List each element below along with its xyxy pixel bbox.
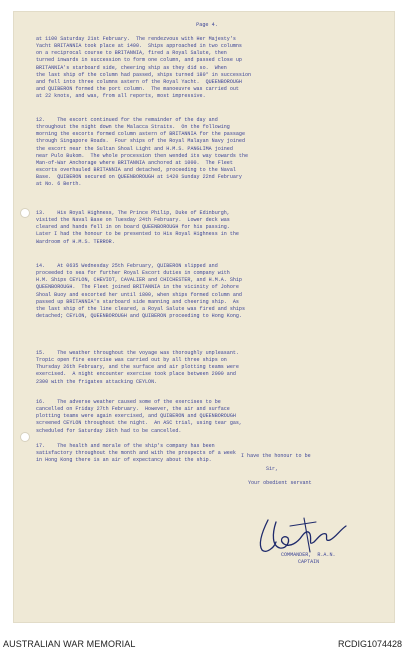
- text-line: the escort near the Sultan Shoal Light and H.M.S. PANGLIMA joined: [36, 145, 233, 152]
- text-line: turned inwards in succession to form one column, and passed close up: [36, 57, 242, 64]
- text-line: escorts overhauled BRITANNIA and detached, proceeding to the Naval: [36, 167, 236, 174]
- text-line: and fell into three columns astern of the Royal Yacht. QUEENBOROUGH: [36, 78, 242, 85]
- text-line: at No. 6 Berth.: [36, 181, 82, 188]
- text-line: through Singapore Roads. Four ships of the Royal Malayan Navy joined: [36, 138, 245, 145]
- text-line: Shoal Buoy and escorted her until 1800, when ships formed column and: [36, 291, 242, 298]
- punch-hole: [20, 208, 30, 218]
- paragraph: [36, 350, 378, 386]
- typewritten-body: [36, 22, 378, 565]
- text-line: in Hong Kong there is an air of expectancy about the ship.: [36, 457, 212, 464]
- document-page: [14, 12, 394, 622]
- punch-hole: [20, 432, 30, 442]
- footer-institution: AUSTRALIAN WAR MEMORIAL: [3, 639, 136, 649]
- text-line: Tropic open fire exercise was carried out by all three ships on: [36, 357, 227, 364]
- text-line: visited the Naval Base on Tuesday 24th February. Lower deck was: [36, 217, 230, 224]
- text-line: passed up BRITANNIA's starboard side manning and cheering ship. As: [36, 298, 239, 305]
- text-line: 15. The weather throughout the voyage was thoroughly unpleasant.: [36, 350, 239, 356]
- text-line: exercised. A night encounter exercise took place between 2000 and: [36, 371, 236, 378]
- text-line: at 22 knots, and was, from all reports, most impressive.: [36, 93, 206, 100]
- text-line: morning the escorts formed column astern of BRITANNIA for the passage: [36, 131, 245, 138]
- text-line: 16. The adverse weather caused some of the exercises to be: [36, 399, 221, 405]
- rank-line-2: CAPTAIN: [298, 559, 320, 565]
- text-line: and QUIBERON formed the port column. The manoeuvre was carried out: [36, 86, 239, 93]
- text-line: detached; CEYLON, QUEENBOROUGH and QUIBERON proceeding to Hong Kong.: [36, 313, 242, 320]
- text-line: 13. His Royal Highness, The Prince Philip, Duke of Edinburgh,: [36, 210, 230, 216]
- text-line: Later I had the honour to be presented to His Royal Highness in the: [36, 231, 239, 238]
- text-line: 12. The escort continued for the remainder of the day and: [36, 117, 218, 123]
- text-line: near Pulo Bukom. The whole procession then wended its way towards the: [36, 152, 249, 159]
- text-line: on a reciprocal course to BRITANNIA, fired a Royal Salute, then: [36, 50, 227, 57]
- rank-line-1: COMMANDER, R.A.N.: [281, 552, 336, 558]
- closing-salutation: Sir,: [266, 466, 279, 472]
- text-line: 14. At 0635 Wednesday 25th February, QUIBERON slipped and: [36, 263, 218, 269]
- text-line: cancelled on Friday 27th February. However, the air and surface: [36, 406, 230, 413]
- text-line: throughout the night down the Malacca Straits. On the following: [36, 124, 230, 131]
- paragraph: [36, 263, 378, 320]
- paragraph: [36, 210, 378, 246]
- text-line: Wardroom of H.M.S. TERROR.: [36, 238, 115, 245]
- text-line: the last ship of the line cleared, a Royal Salute was fired and ships: [36, 305, 245, 312]
- text-line: 17. The health and morale of the ship's company has been: [36, 443, 215, 449]
- page-number: Page 4.: [196, 22, 218, 28]
- text-line: scheduled for Saturday 28th had to be cancelled.: [36, 427, 182, 434]
- paragraph: [36, 399, 378, 435]
- text-line: 2300 with the frigates attacking CEYLON.: [36, 378, 158, 385]
- paragraph: [36, 36, 378, 100]
- closing-servant: Your obedient servant: [248, 480, 312, 486]
- text-line: cleared and hands fell in on board QUEENBOROUGH for his passing.: [36, 224, 230, 231]
- text-line: plotting teams were again exercised, and QUIBERON and QUEENBOROUGH: [36, 413, 236, 420]
- text-line: Yacht BRITANNIA took place at 1400. Ships approached in two columns: [36, 43, 242, 50]
- archive-footer: [0, 636, 406, 653]
- text-line: Man-of-War Anchorage where BRITANNIA anchored at 1000. The Fleet: [36, 159, 233, 166]
- closing-honour: I have the honour to be: [241, 453, 311, 459]
- paragraph: [36, 117, 378, 189]
- text-line: Thursday 26th February, and the surface and air plotting teams were: [36, 364, 239, 371]
- text-line: BRITANNIA's starboard side, cheering ship as they did so. When: [36, 64, 227, 71]
- text-line: H.M. Ships CEYLON, CHEVIOT, CAVALIER and CHICHESTER, and H.M.A. Ship: [36, 277, 242, 284]
- text-line: proceeded to sea for further Royal Escort duties in company with: [36, 270, 230, 277]
- text-line: satisfactory throughout the month and with the prospects of a week: [36, 450, 236, 457]
- footer-record-id: RCDIG1074428: [337, 639, 402, 649]
- text-line: the last ship of the column had passed, ships turned 180° in succession: [36, 71, 252, 78]
- handwritten-signature: [250, 512, 350, 562]
- text-line: Base. QUIBERON secured on QUEENBOROUGH at 1420 Sunday 22nd February: [36, 174, 242, 181]
- text-line: at 1100 Saturday 21st February. The rendezvous with Her Majesty's: [36, 36, 236, 42]
- text-line: QUEENBOROUGH. The Fleet joined BRITANNIA in the vicinity of Johore: [36, 284, 239, 291]
- text-line: screened CEYLON throughout the night. An ASC trial, using tear gas,: [36, 420, 242, 427]
